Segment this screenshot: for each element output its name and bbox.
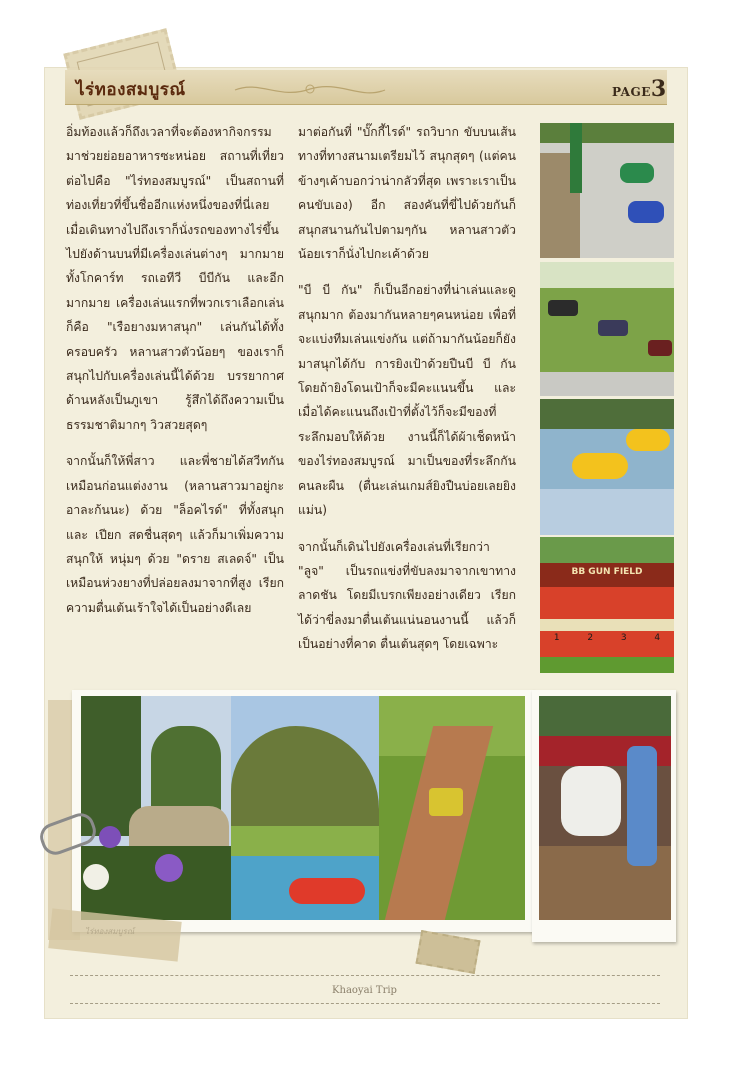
paragraph: "บี บี กัน" ก็เป็นอีกอย่างที่น่าเล่นและดูสนุกมาก ต้องมากันหลายๆคนหน่อย เพื่อที่จะแบ่งทีมเล่นแข่งกัน แต่ถ้ามากันน้อยก็ยังมาสนุกได้กับ การยิงเป้าด้วยปืนบี บี กัน โดยถ้ายิงโดนเป้าก็จะมีคะแนนขึ้น และเมื่อได้คะแนนถึงเป้าที่ตั้งไว้ก็จะมีของที่ระลึกมอบให้ด้วย งานนี้ก็ได้ผ้าเช็ดหน้าของไร่ทองสมบูรณ์ มาเป็นของที่ระลึกกันคนละผืน (ตื่นะเล่นเกมส์ยิงปืนบ่อยเลยยิงแม่น) — [298, 283, 516, 518]
boat-lake-photo — [231, 696, 379, 920]
buggy-track-photo — [379, 696, 525, 920]
sign-text: BB GUN FIELD — [571, 567, 643, 577]
page-label-text: PAGE — [612, 85, 651, 99]
paragraph: จากนั้นก็ให้พี่สาว และพี่ชายได้สวีทกันเหมือนก่อนแต่งงาน (หลานสาวมาอยู่กะอาละก้นนะ) ด้วย "ล็อคไรด์" ที่ทั้งสนุกและ เปียก สดชื่นสุดๆ แล้วก็มาเพิ่มความสนุกให้ หนุ่มๆ ด้วย "ดราย สเลดจ์" เป็นเหมือนห่วงยางที่ปล่อยลงมาจากที่สูง เรียกความตื่นเต้นเร้าใจได้เป็นอย่างดีเลย — [66, 454, 284, 615]
atv-photo — [540, 262, 674, 396]
footer-divider — [70, 1003, 660, 1004]
horse-photo — [539, 696, 671, 920]
page-number — [612, 76, 666, 102]
go-kart-photo — [540, 123, 674, 258]
article-column-2 — [298, 120, 516, 669]
page-number-value: 3 — [650, 76, 667, 102]
flourish-ornament — [230, 78, 390, 100]
paragraph: อิ่มท้องแล้วก็ถึงเวลาที่จะต้องหากิจกรรมมาช่วยย่อยอาหารซะหน่อย สถานที่เที่ยวต่อไปคือ "ไร่ทองสมบูรณ์" เป็นสถานที่ท่องเที่ยวที่ขึ้นชื่ออีกแห่งหนึ่งของที่นี่เลย เมื่อเดินทางไปถึงเราก็นั่งรถของทางไร่ขึ้นไปยังด้านบนที่มีเครื่องเล่นต่างๆ มากมาย ทั้งโกคาร์ท รถเอทีวี บีบีกัน และอีกมากมาย เครื่องเล่นแรกที่พวกเราเลือกเล่นก็คือ "เรือยางมหาสนุก" เล่นกันได้ทั้งครอบครัว หลานสาวตัวน้อยๆ ของเราก็สนุกไปกับเครื่องเล่นนี้ได้ด้วย บรรยากาศด้านหลังเป็นภูเขา รู้สึกได้ถึงความเป็นธรรมชาติมากๆ วิวสวยสุดๆ — [66, 125, 284, 432]
bb-gun-field-photo — [540, 537, 674, 673]
paragraph: จากนั้นก็เดินไปยังเครื่องเล่นที่เรียกว่า "ลูจ" เป็นรถแข่งที่ขับลงมาจากเขาทางลาดชัน โดยมีเบรกเพียงอย่างเดียว เรียกได้ว่าขี่ลงมาตื่นเต้นแน่นอนงานนี้ แล้วก็เป็นอย่างที่คาด ตื่นเต้นสุดๆ โดยเฉพาะ — [298, 539, 516, 652]
score-number: 2 — [587, 633, 594, 643]
wagon-photo — [81, 696, 231, 920]
article-column-1 — [66, 120, 284, 632]
score-number: 3 — [620, 633, 627, 643]
footer-divider — [70, 975, 660, 976]
score-numbers — [540, 633, 674, 649]
footer-text: Khaoyai Trip — [332, 985, 397, 996]
page-title: ไร่ทองสมบูรณ์ — [76, 80, 186, 100]
score-number: 1 — [553, 633, 560, 643]
dry-sledge-photo — [540, 399, 674, 535]
paragraph: มาต่อกันที่ "บั๊กกี้ไรด์" รถวิบาก ขับบนเส้นทางที่ทางสนามเตรียมไว้ สนุกสุดๆ (แต่คนข้างๆเค้าบอกว่าน่ากลัวที่สุด เพราะเราเป็นคนขับเอง) อีก สองคันที่ขี่ไปด้วยกันก็สนุกสนานกันไปตามๆกัน หลานสาวตัวน้อยเราก็นั่งไปกะเค้าด้วย — [298, 125, 516, 262]
score-number: 4 — [654, 633, 661, 643]
